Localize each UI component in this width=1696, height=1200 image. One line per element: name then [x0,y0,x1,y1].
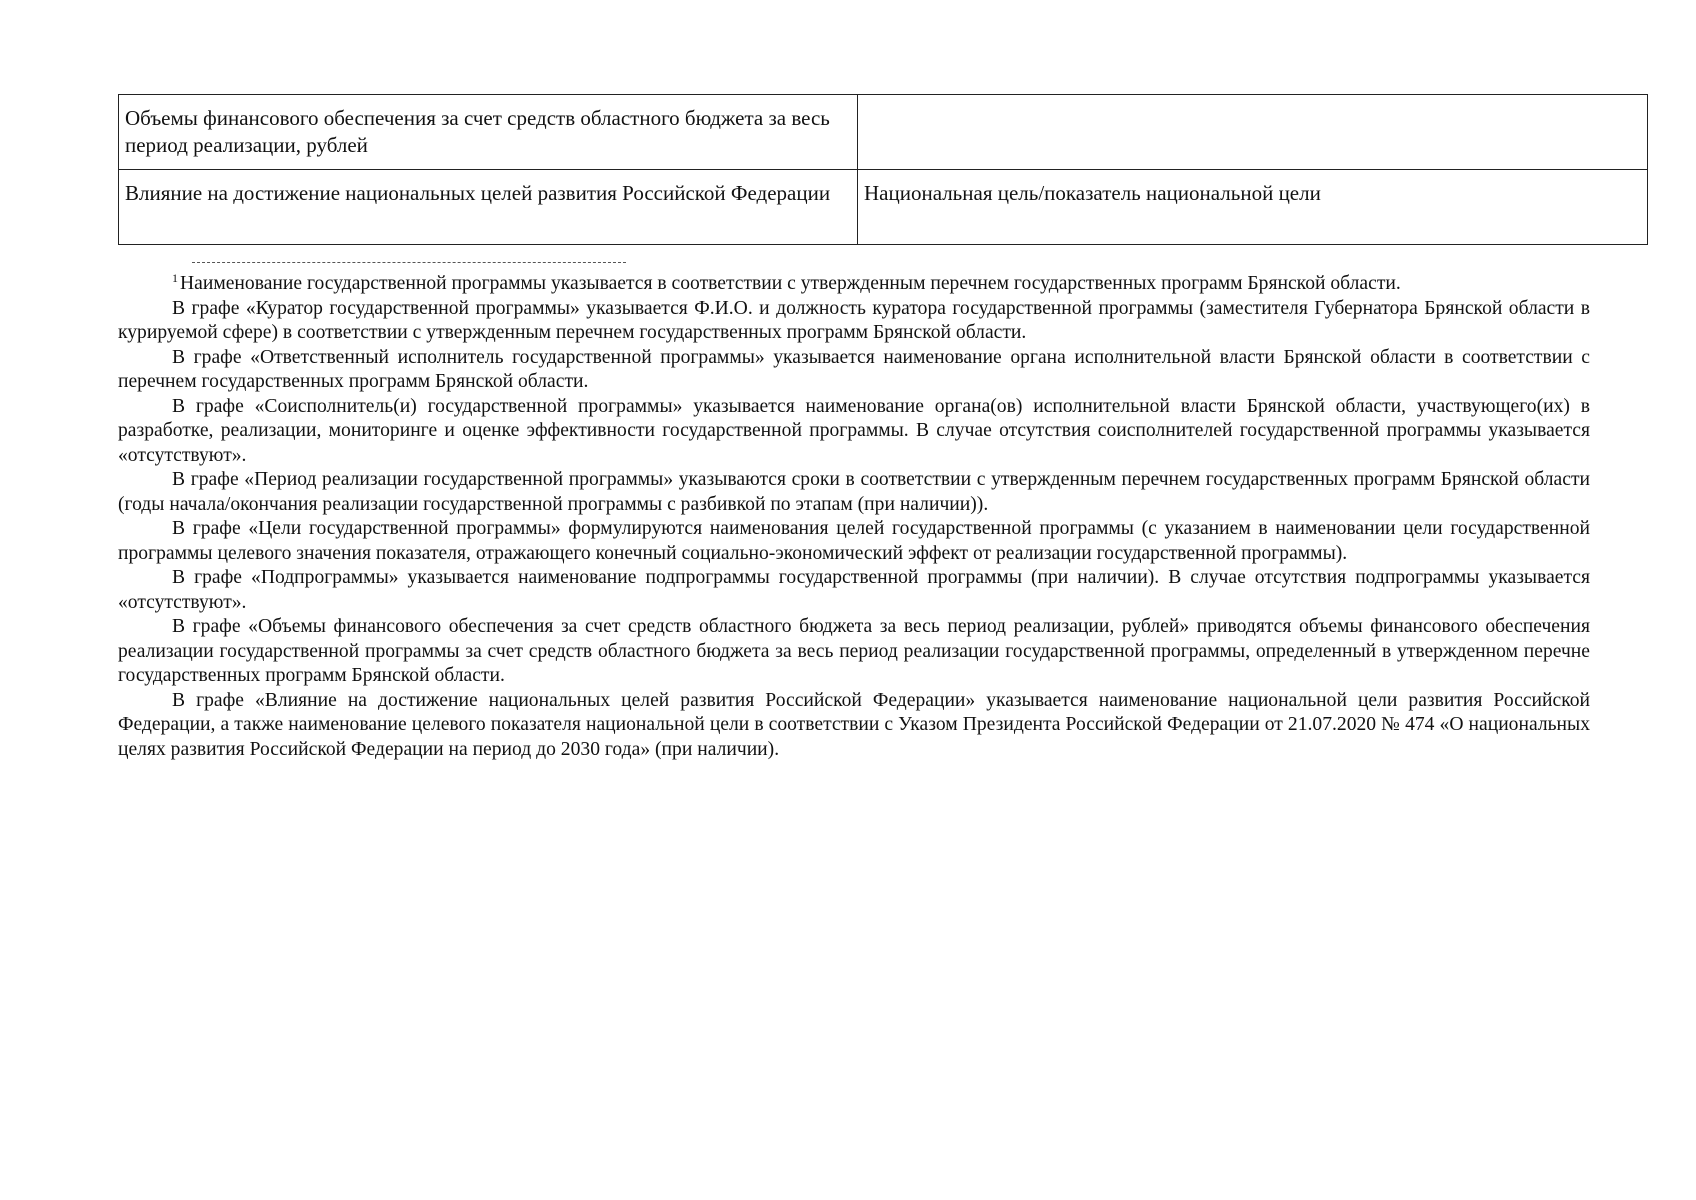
footnote-paragraph: В графе «Цели государственной программы» формулируются наименования целей государственной программы (с указанием в наименовании цели государственной программы целевого значения показателя, отражающего конечный социально-экономический эффект от реализации государственной программы). [118,518,1590,564]
footnote-paragraph: В графе «Куратор государственной программы» указывается Ф.И.О. и должность куратора государственной программы (заместителя Губернатора Брянской области в курируемой сфере) в соответствии с утвержденным перечнем государственных программ Брянской области. [118,297,1590,343]
program-passport-table [118,94,1648,245]
footnote-paragraph: В графе «Влияние на достижение национальных целей развития Российской Федерации» указывается наименование национальной цели развития Российской Федерации, а также наименование целевого показателя национальной цели в соответствии с Указом Президента Российской Федерации от 21.07.2020 № 474 «О национальных целях развития Российской Федерации на период до 2030 года» (при наличии). [118,689,1590,760]
row-label-national-goals: Влияние на достижение национальных целей развития Российской Федерации [119,170,858,245]
footnote-marker: 1 [172,271,178,285]
footnote-paragraph: В графе «Объемы финансового обеспечения за счет средств областного бюджета за весь период реализации, рублей» приводятся объемы финансового обеспечения реализации государственной программы за счет средств областного бюджета за весь период реализации государственной программы, определенный в утвержденном перечне государственных программ Брянской области. [118,616,1590,686]
table-row [119,95,1648,170]
footnote-paragraph [118,272,1590,297]
row-value-financing [858,95,1648,170]
row-label-financing: Объемы финансового обеспечения за счет средств областного бюджета за весь период реализации, рублей [119,95,858,170]
footnote-paragraph: В графе «Ответственный исполнитель государственной программы» указывается наименование органа исполнительной власти Брянской области в соответствии с перечнем государственных программ Брянской области. [118,346,1590,392]
row-value-national-goals: Национальная цель/показатель национальной цели [858,170,1648,245]
footnotes-section [118,272,1590,762]
footnote-paragraph: В графе «Подпрограммы» указывается наименование подпрограммы государственной программы (при наличии). В случае отсутствия подпрограммы указывается «отсутствуют». [118,567,1590,613]
footnote-divider [192,262,626,263]
footnote-paragraph: В графе «Соисполнитель(и) государственной программы» указывается наименование органа(ов) исполнительной власти Брянской области, участвующего(их) в разработке, реализации, мониторинге и оценке эффективности государственной программы. В случае отсутствия соисполнителей государственной программы указывается «отсутствуют». [118,395,1590,466]
footnote-paragraph: В графе «Период реализации государственной программы» указываются сроки в соответствии с утвержденным перечнем государственных программ Брянской области (годы начала/окончания реализации государственной программы с разбивкой по этапам (при наличии)). [118,469,1590,515]
footnote-text: Наименование государственной программы указывается в соответствии с утвержденным перечнем государственных программ Брянской области. [180,273,1401,294]
table-row [119,170,1648,245]
